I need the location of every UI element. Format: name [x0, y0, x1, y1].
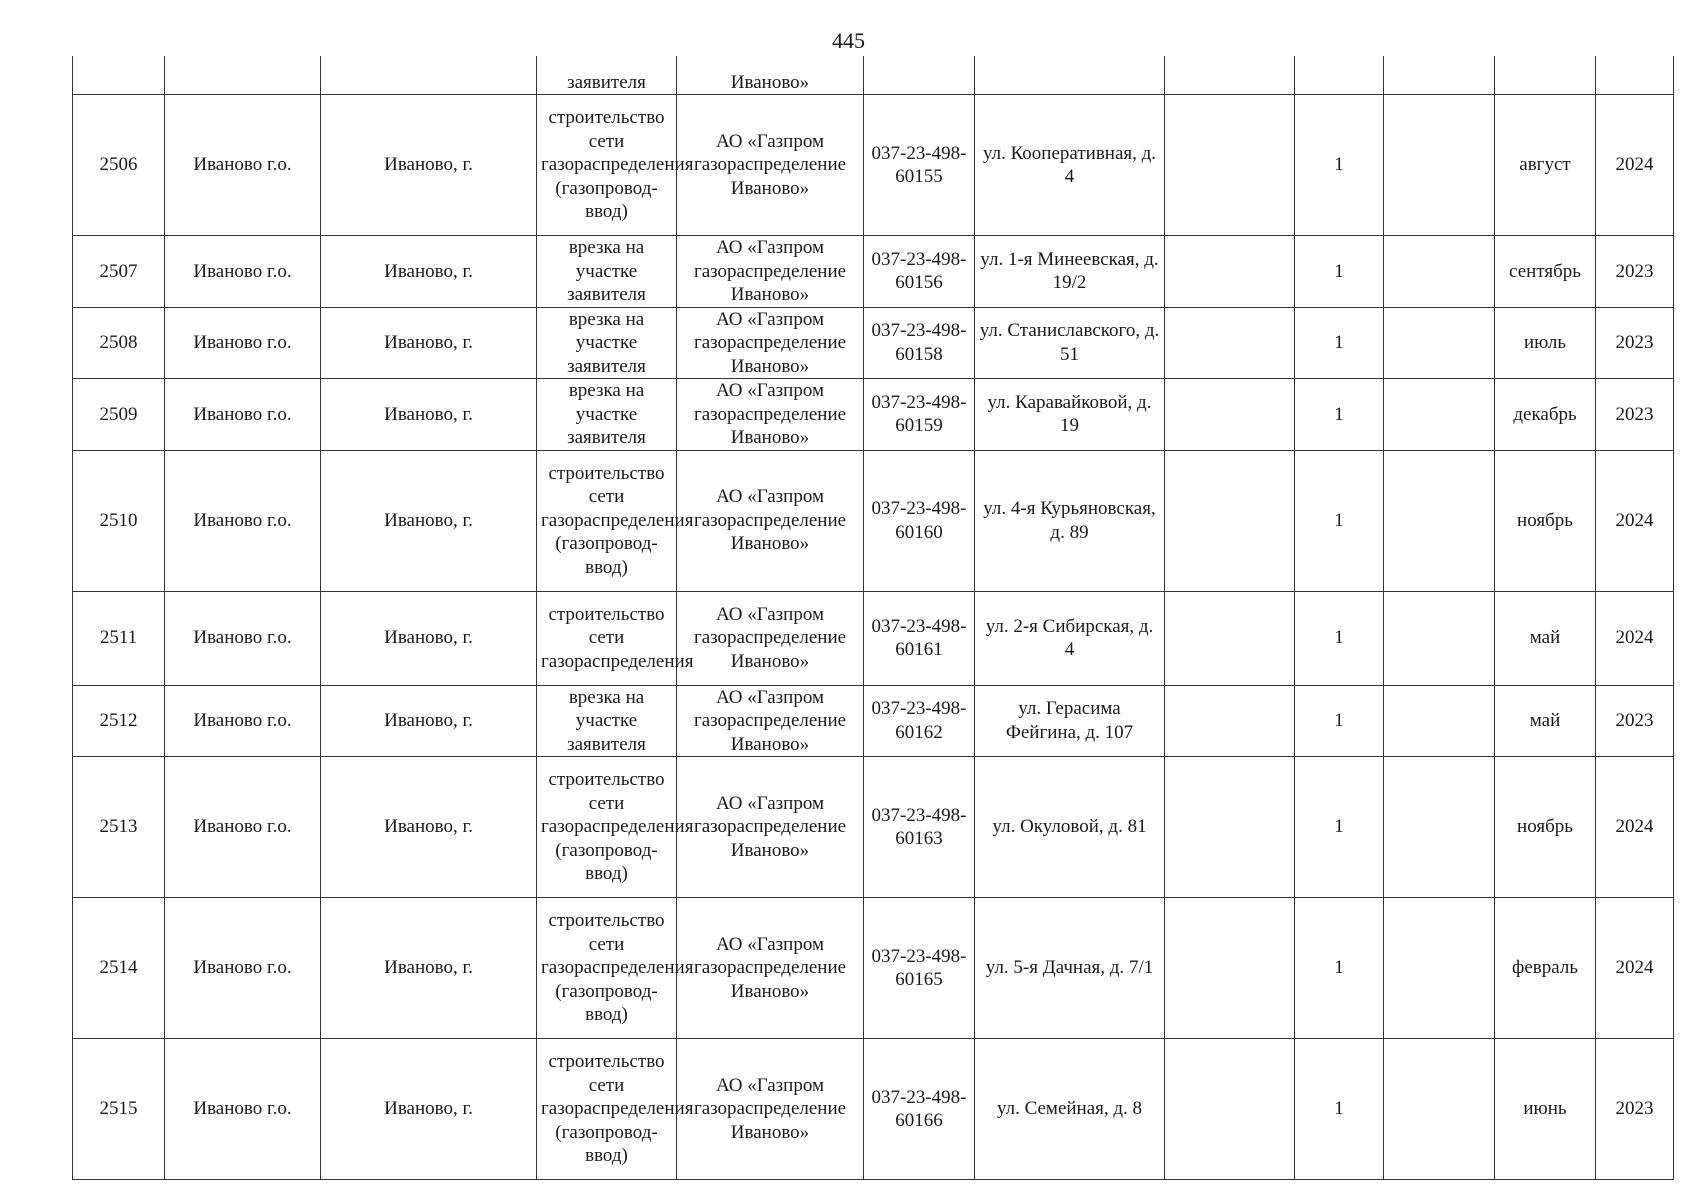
- cell-qty: 1: [1295, 236, 1384, 308]
- cell-work-type: врезка на участке заявителя: [537, 685, 677, 757]
- cell-qty: 1: [1295, 450, 1384, 591]
- cell-col10: [1384, 236, 1495, 308]
- cell-year: 2023: [1596, 1039, 1674, 1180]
- cell-work-type: заявителя: [537, 56, 677, 95]
- table-row: [73, 379, 1674, 451]
- cell-year: [1596, 56, 1674, 95]
- cell-year: 2024: [1596, 95, 1674, 236]
- cell-organization: АО «Газпром газораспределение Иваново»: [677, 1039, 864, 1180]
- cell-code: 037-23-498-60160: [864, 450, 975, 591]
- cell-code: 037-23-498-60156: [864, 236, 975, 308]
- cell-col8: [1165, 56, 1295, 95]
- cell-organization: АО «Газпром газораспределение Иваново»: [677, 379, 864, 451]
- cell-address: ул. Станиславского, д. 51: [975, 307, 1165, 379]
- cell-organization: АО «Газпром газораспределение Иваново»: [677, 685, 864, 757]
- cell-month: сентябрь: [1495, 236, 1596, 308]
- cell-col8: [1165, 685, 1295, 757]
- cell-locality: Иваново, г.: [321, 236, 537, 308]
- cell-num: 2511: [73, 591, 165, 685]
- cell-col10: [1384, 307, 1495, 379]
- page-number: 445: [832, 28, 865, 53]
- cell-month: февраль: [1495, 898, 1596, 1039]
- cell-address: ул. Кооперативная, д. 4: [975, 95, 1165, 236]
- cell-organization: АО «Газпром газораспределение Иваново»: [677, 591, 864, 685]
- cell-organization: АО «Газпром газораспределение Иваново»: [677, 450, 864, 591]
- cell-code: 037-23-498-60159: [864, 379, 975, 451]
- table-row: [73, 757, 1674, 898]
- cell-num: 2509: [73, 379, 165, 451]
- cell-code: 037-23-498-60162: [864, 685, 975, 757]
- cell-month: июнь: [1495, 1039, 1596, 1180]
- cell-col8: [1165, 591, 1295, 685]
- cell-col10: [1384, 757, 1495, 898]
- cell-num: 2512: [73, 685, 165, 757]
- cell-col10: [1384, 591, 1495, 685]
- cell-col10: [1384, 95, 1495, 236]
- cell-code: [864, 56, 975, 95]
- cell-year: 2023: [1596, 236, 1674, 308]
- cell-num: [73, 56, 165, 95]
- cell-address: ул. Окуловой, д. 81: [975, 757, 1165, 898]
- cell-address: ул. 2-я Сибирская, д. 4: [975, 591, 1165, 685]
- register-table: [72, 56, 1674, 1180]
- cell-month: [1495, 56, 1596, 95]
- cell-work-type: строительство сети газораспределения (газопровод-ввод): [537, 95, 677, 236]
- cell-organization: АО «Газпром газораспределение Иваново»: [677, 307, 864, 379]
- cell-month: июль: [1495, 307, 1596, 379]
- cell-locality: [321, 56, 537, 95]
- cell-locality: Иваново, г.: [321, 95, 537, 236]
- cell-col8: [1165, 1039, 1295, 1180]
- cell-locality: Иваново, г.: [321, 685, 537, 757]
- cell-qty: [1295, 56, 1384, 95]
- cell-qty: 1: [1295, 591, 1384, 685]
- cell-locality: Иваново, г.: [321, 450, 537, 591]
- cell-code: 037-23-498-60161: [864, 591, 975, 685]
- cell-work-type: строительство сети газораспределения (газопровод-ввод): [537, 757, 677, 898]
- cell-year: 2023: [1596, 685, 1674, 757]
- cell-qty: 1: [1295, 898, 1384, 1039]
- cell-col8: [1165, 95, 1295, 236]
- cell-district: Иваново г.о.: [165, 307, 321, 379]
- cell-work-type: строительство сети газораспределения (газопровод-ввод): [537, 898, 677, 1039]
- cell-organization: АО «Газпром газораспределение Иваново»: [677, 236, 864, 308]
- table-row: [73, 450, 1674, 591]
- cell-code: 037-23-498-60155: [864, 95, 975, 236]
- cell-qty: 1: [1295, 379, 1384, 451]
- cell-col8: [1165, 757, 1295, 898]
- cell-district: Иваново г.о.: [165, 95, 321, 236]
- cell-address: ул. 4-я Курьяновская, д. 89: [975, 450, 1165, 591]
- cell-work-type: врезка на участке заявителя: [537, 379, 677, 451]
- cell-year: 2024: [1596, 450, 1674, 591]
- table-row: [73, 95, 1674, 236]
- cell-col10: [1384, 1039, 1495, 1180]
- table-row: [73, 307, 1674, 379]
- cell-year: 2023: [1596, 379, 1674, 451]
- cell-organization: Иваново»: [677, 56, 864, 95]
- cell-district: Иваново г.о.: [165, 685, 321, 757]
- cell-year: 2024: [1596, 898, 1674, 1039]
- cell-address: ул. Каравайковой, д. 19: [975, 379, 1165, 451]
- cell-col10: [1384, 685, 1495, 757]
- cell-code: 037-23-498-60166: [864, 1039, 975, 1180]
- cell-organization: АО «Газпром газораспределение Иваново»: [677, 95, 864, 236]
- cell-qty: 1: [1295, 95, 1384, 236]
- cell-month: август: [1495, 95, 1596, 236]
- cell-col8: [1165, 236, 1295, 308]
- cell-address: ул. 1-я Минеевская, д. 19/2: [975, 236, 1165, 308]
- cell-year: 2024: [1596, 591, 1674, 685]
- table-row: [73, 591, 1674, 685]
- cell-month: май: [1495, 591, 1596, 685]
- cell-col10: [1384, 379, 1495, 451]
- cell-address: ул. Семейная, д. 8: [975, 1039, 1165, 1180]
- cell-district: Иваново г.о.: [165, 1039, 321, 1180]
- cell-code: 037-23-498-60165: [864, 898, 975, 1039]
- cell-qty: 1: [1295, 307, 1384, 379]
- cell-num: 2508: [73, 307, 165, 379]
- cell-address: ул. 5-я Дачная, д. 7/1: [975, 898, 1165, 1039]
- cell-work-type: строительство сети газораспределения: [537, 591, 677, 685]
- cell-district: Иваново г.о.: [165, 898, 321, 1039]
- table-row: [73, 898, 1674, 1039]
- cell-code: 037-23-498-60158: [864, 307, 975, 379]
- cell-month: декабрь: [1495, 379, 1596, 451]
- cell-district: Иваново г.о.: [165, 450, 321, 591]
- cell-year: 2023: [1596, 307, 1674, 379]
- table-row: [73, 685, 1674, 757]
- cell-col10: [1384, 898, 1495, 1039]
- cell-district: Иваново г.о.: [165, 379, 321, 451]
- cell-work-type: строительство сети газораспределения (газопровод-ввод): [537, 1039, 677, 1180]
- cell-address: [975, 56, 1165, 95]
- cell-locality: Иваново, г.: [321, 379, 537, 451]
- cell-code: 037-23-498-60163: [864, 757, 975, 898]
- cell-col8: [1165, 379, 1295, 451]
- cell-locality: Иваново, г.: [321, 1039, 537, 1180]
- cell-district: [165, 56, 321, 95]
- cell-num: 2510: [73, 450, 165, 591]
- cell-address: ул. Герасима Фейгина, д. 107: [975, 685, 1165, 757]
- cell-locality: Иваново, г.: [321, 757, 537, 898]
- table-row: [73, 236, 1674, 308]
- cell-month: май: [1495, 685, 1596, 757]
- cell-num: 2514: [73, 898, 165, 1039]
- cell-year: 2024: [1596, 757, 1674, 898]
- cell-col8: [1165, 450, 1295, 591]
- cell-num: 2506: [73, 95, 165, 236]
- cell-qty: 1: [1295, 685, 1384, 757]
- cell-month: ноябрь: [1495, 757, 1596, 898]
- cell-col10: [1384, 450, 1495, 591]
- cell-col8: [1165, 898, 1295, 1039]
- cell-col8: [1165, 307, 1295, 379]
- cell-month: ноябрь: [1495, 450, 1596, 591]
- cell-locality: Иваново, г.: [321, 591, 537, 685]
- cell-organization: АО «Газпром газораспределение Иваново»: [677, 898, 864, 1039]
- cell-district: Иваново г.о.: [165, 236, 321, 308]
- cell-locality: Иваново, г.: [321, 307, 537, 379]
- cell-district: Иваново г.о.: [165, 591, 321, 685]
- cell-col10: [1384, 56, 1495, 95]
- cell-qty: 1: [1295, 1039, 1384, 1180]
- cell-locality: Иваново, г.: [321, 898, 537, 1039]
- table-row: [73, 1039, 1674, 1180]
- cell-num: 2507: [73, 236, 165, 308]
- cell-num: 2513: [73, 757, 165, 898]
- continuation-row: [73, 56, 1674, 95]
- cell-organization: АО «Газпром газораспределение Иваново»: [677, 757, 864, 898]
- cell-work-type: строительство сети газораспределения (газопровод-ввод): [537, 450, 677, 591]
- cell-num: 2515: [73, 1039, 165, 1180]
- cell-district: Иваново г.о.: [165, 757, 321, 898]
- cell-work-type: врезка на участке заявителя: [537, 236, 677, 308]
- cell-work-type: врезка на участке заявителя: [537, 307, 677, 379]
- cell-qty: 1: [1295, 757, 1384, 898]
